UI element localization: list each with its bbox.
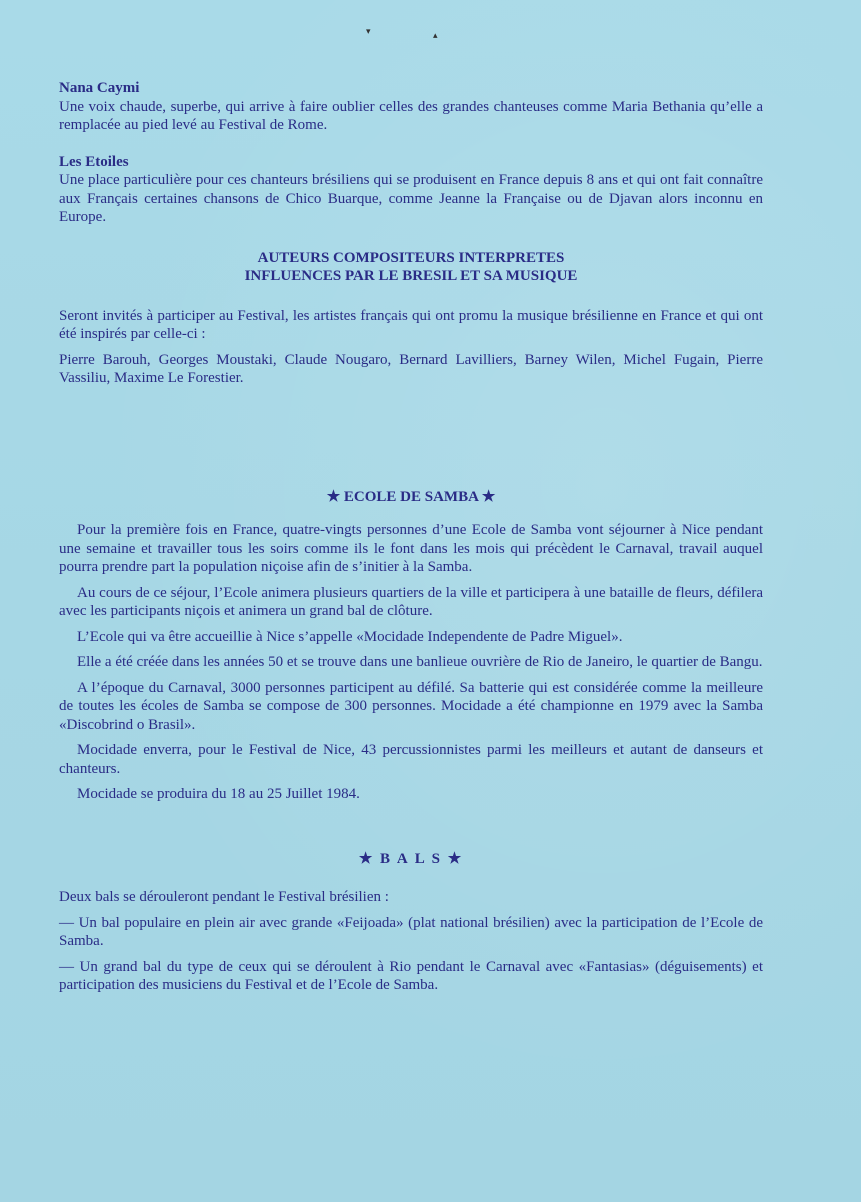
auteurs-intro: Seront invités à participer au Festival, les artistes français qui ont promu la musique brésilienne en France et qui ont été inspirés par celle-ci : [59,307,763,342]
samba-paragraph: Elle a été créée dans les années 50 et se trouve dans une banlieue ouvrière de Rio de Janeiro, le quartier de Bangu. [77,654,763,670]
punch-mark-icon: ▴ [433,30,438,40]
punch-mark-icon: ▾ [366,26,371,36]
artist-entry [59,153,763,227]
document-content [59,79,763,1002]
section-heading: AUTEURS COMPOSITEURS INTERPRETES [257,249,565,266]
auteurs-names: Pierre Barouh, Georges Moustaki, Claude Nougaro, Bernard Lavilliers, Barney Wilen, Michel Fugain, Pierre Vassiliu, Maxime Le Forestier. [59,351,763,386]
bals-paragraph: Deux bals se dérouleront pendant le Festival brésilien : [59,889,389,905]
artist-description: Une place particulière pour ces chanteurs brésiliens qui se produisent en France depuis 8 ans et qui ont fait connaître aux Français certaines chansons de Chico Buarque, comme Jeanne la Française ou de Djavan alors inconnu en Europe. [59,172,763,225]
samba-paragraph: Au cours de ce séjour, l’Ecole animera plusieurs quartiers de la ville et participera à une bataille de fleurs, défilera avec les participants niçois et animera un grand bal de clôture. [59,584,763,619]
samba-paragraph: Pour la première fois en France, quatre-vingts personnes d’une Ecole de Samba vont séjourner à Nice pendant une semaine et travailler tous les soirs comme ils le font dans les mois qui précèdent le Carnaval, travail auquel pourra prendre part la population niçoise afin de s’initier à la Samba. [59,522,763,575]
samba-paragraph: L’Ecole qui va être accueillie à Nice s’appelle «Mocidade Independente de Padre Miguel». [77,628,623,645]
bals-heading: ★ B A L S ★ [358,850,464,867]
samba-paragraph: A l’époque du Carnaval, 3000 personnes participent au défilé. Sa batterie qui est considérée comme la meilleure de toutes les écoles de Samba se compose de 300 personnes. Mocidade a été championne en 1979 avec la Samba «Discobrind o Brasil». [59,679,763,733]
samba-paragraph: Mocidade se produira du 18 au 25 Juillet 1984. [77,786,360,802]
section-subheading: INFLUENCES PAR LE BRESIL ET SA MUSIQUE [244,267,578,284]
artist-name: Nana Caymi [59,80,140,96]
artist-name: Les Etoiles [59,153,129,170]
artist-entry [59,79,763,135]
bals-paragraph: — Un grand bal du type de ceux qui se déroulent à Rio pendant le Carnaval avec «Fantasias» (déguisements) et participation des musiciens du Festival et de l’Ecole de Samba. [59,958,763,993]
bals-paragraph: — Un bal populaire en plein air avec grande «Feijoada» (plat national brésilien) avec la participation de l’Ecole de Samba. [59,914,763,949]
samba-paragraph: Mocidade enverra, pour le Festival de Nice, 43 percussionnistes parmi les meilleurs et autant de danseurs et chanteurs. [59,742,763,777]
ecole-de-samba-heading: ★ ECOLE DE SAMBA ★ [326,488,496,505]
artist-description: Une voix chaude, superbe, qui arrive à faire oublier celles des grandes chanteuses comme Maria Bethania qu’elle a remplacée au pied levé au Festival de Rome. [59,98,763,133]
